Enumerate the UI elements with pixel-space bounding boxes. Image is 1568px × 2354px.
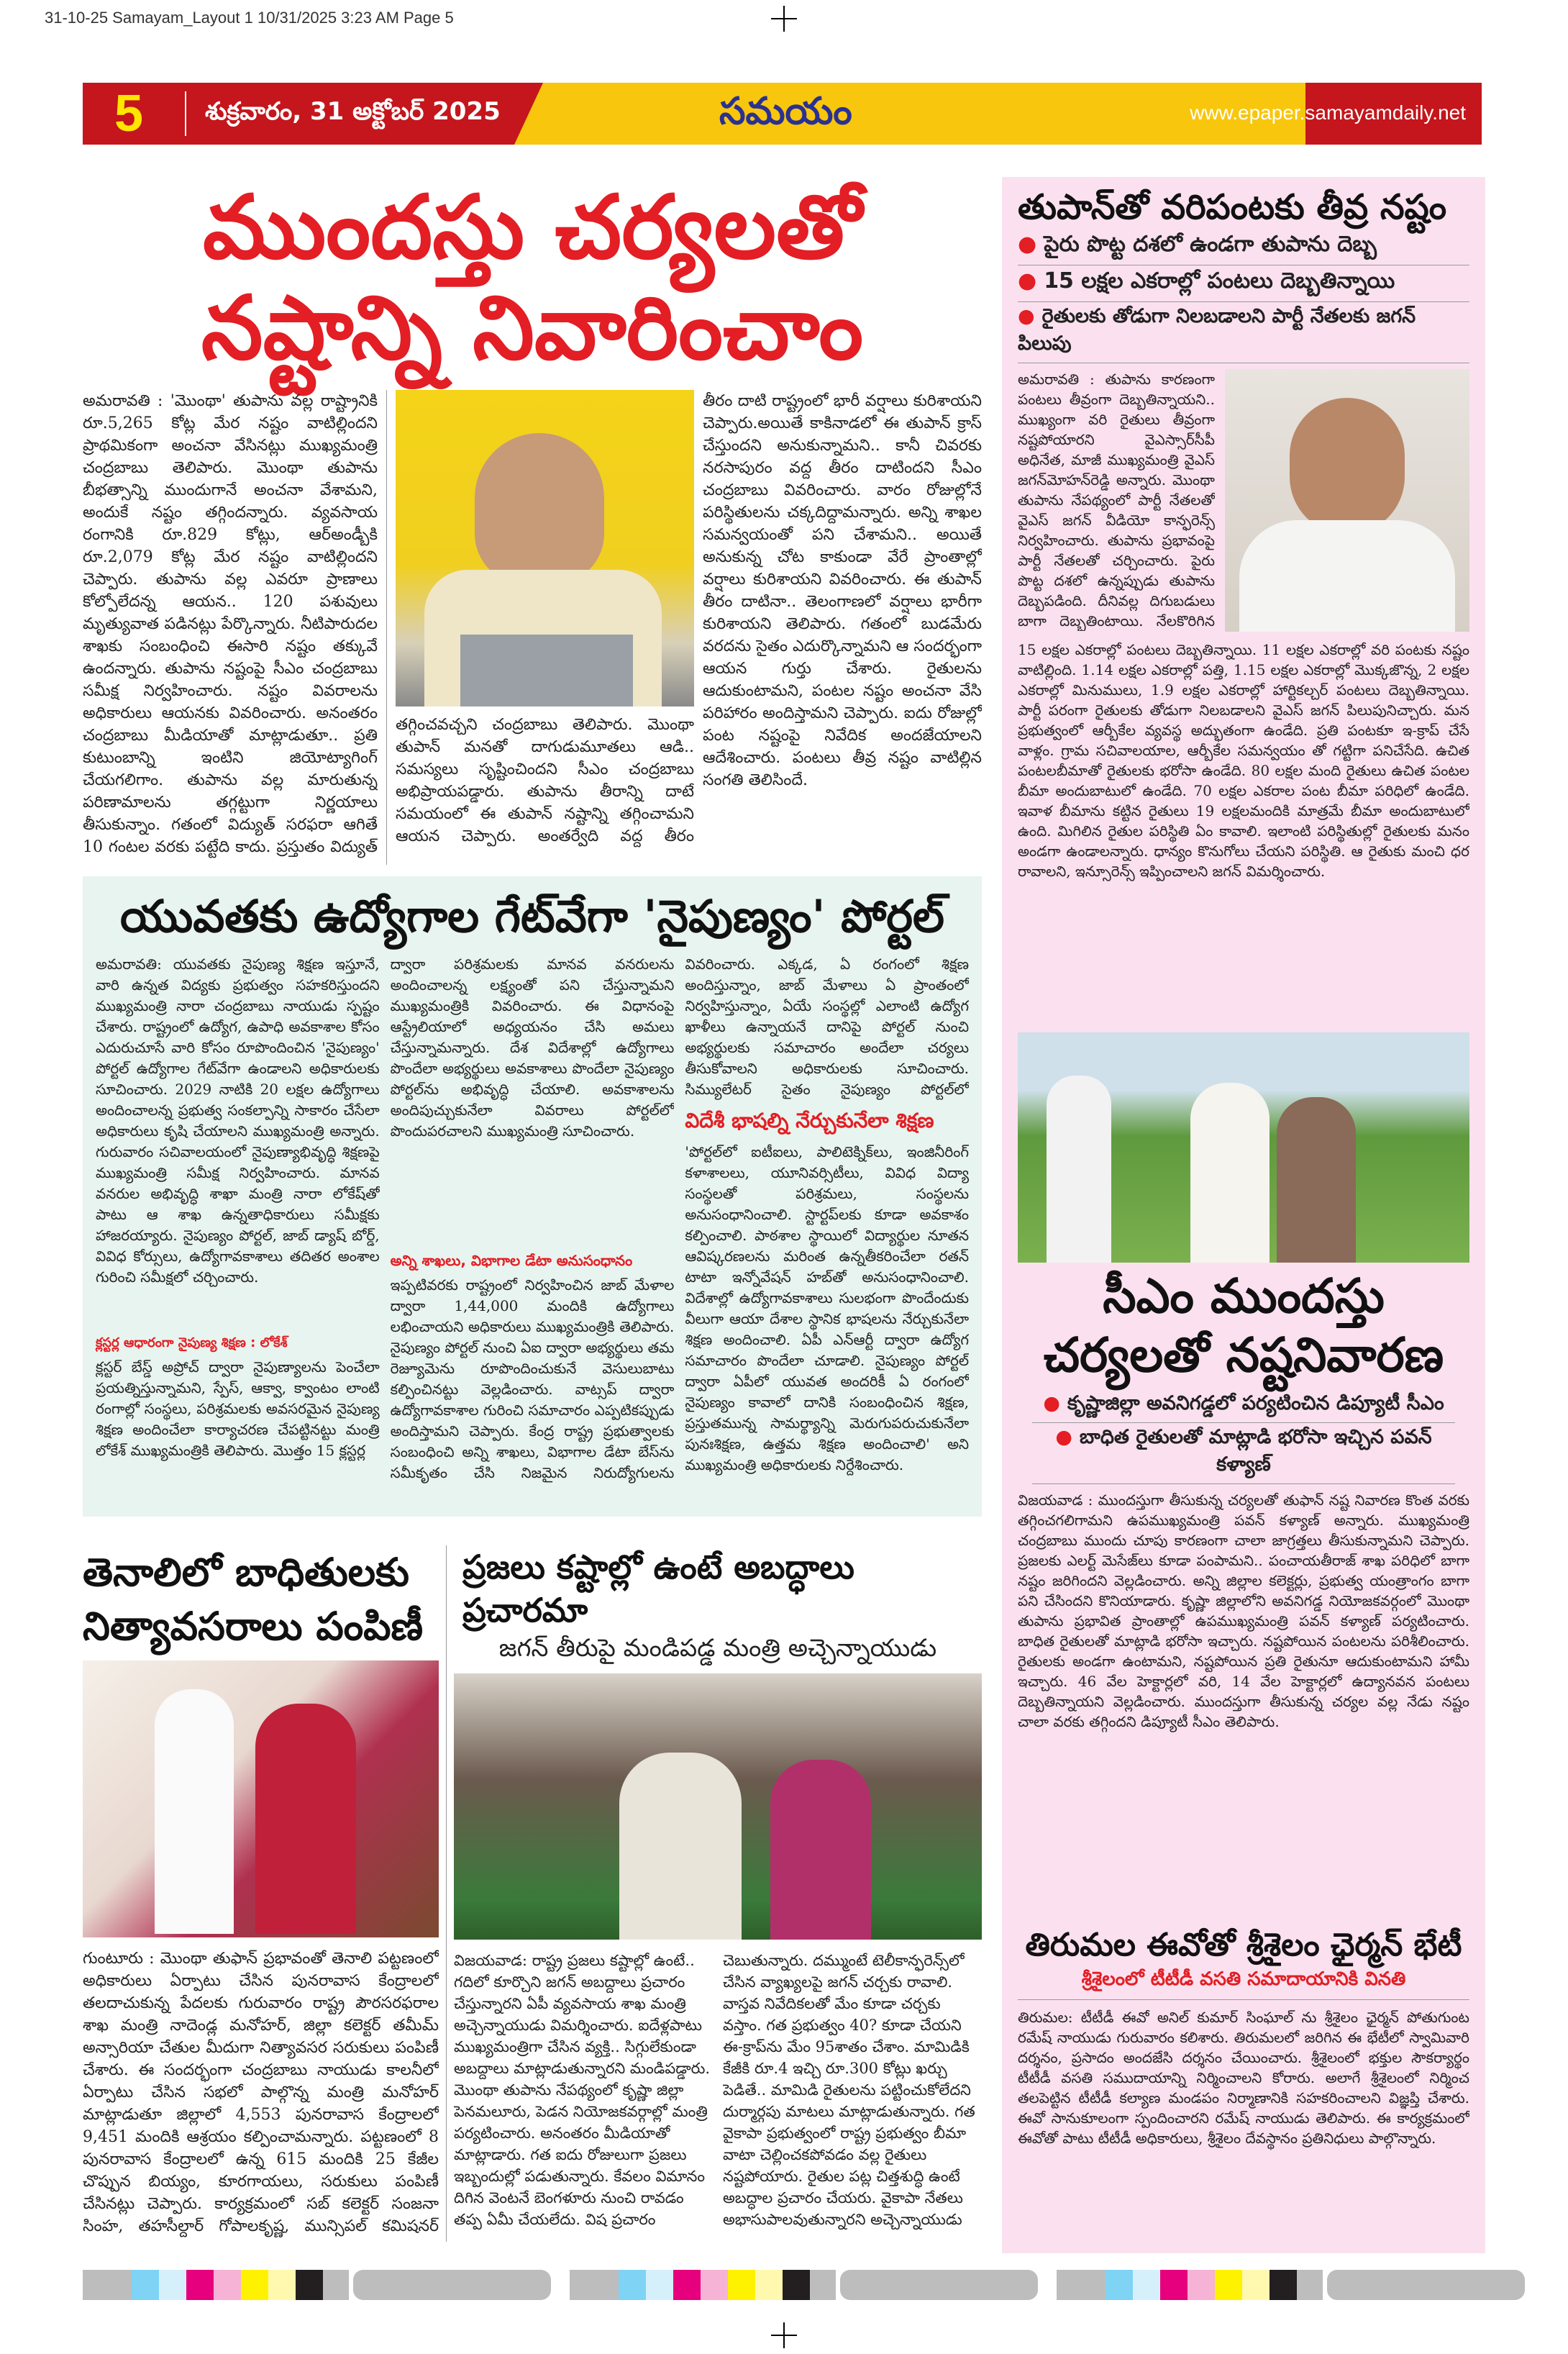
color-swatch bbox=[728, 2270, 755, 2300]
deputy-body: విజయవాడ : ముందస్తుగా తీసుకున్న చర్యలతో తుఫాన్ నష్ట నివారణ కొంత వరకు తగ్గించగలిగామని ఉపముఖ్యమంత్రి పవన్ కళ్యాణ్ అన్నారు. ముఖ్యమంత్రి చంద్రబాబు ముందు చూపు కారణంగా చాలా జాగ్రత్తలు తీసుకున్నామని చెప్పారు. ప్రజలకు ఎలర్ట్ మెసేజ్‌లు కూడా పంపామని.. పంచాయతీరాజ్ శాఖ పరిధిలో బాగా నష్టం జరిగిందని వెల్లడించారు. అన్ని జిల్లాల కలెక్టర్లు, ప్రభుత్వ యంత్రాంగం బాగా పని చేసిందని కొనియాడారు. కృష్ణా జిల్లాలోని అవనిగడ్డ నియోజకవర్గంలో మొంథా తుపాను ప్రభావిత ప్రాంతాల్లో ఉపముఖ్యమంత్రి పవన్ కళ్యాణ్ పర్యటించారు. బాధిత రైతులతో మాట్లాడి భరోసా ఇచ్చారు. నష్టపోయిన పంటలను పరిశీలించారు. రైతులకు అండగా ఉంటామని, నష్టపోయిన ప్రతి రైతునూ ఆదుకుంటామని హామీ ఇచ్చారు. 46 వేల హెక్టార్లలో వరి, 14 వేల హెక్టార్లలో ఉద్యానవన పంటలు దెబ్బతిన్నాయని వెల్లడించారు. ముందస్తుగా తీసుకున్న చర్యల వల్ల నేడు నష్టం చాలా వరకు తగ్గిందని డిప్యూటీ సీఎం తెలిపారు. bbox=[1018, 1491, 1469, 1730]
registration-mark bbox=[771, 18, 797, 19]
newspaper-logo: సమయం bbox=[719, 90, 852, 133]
skills-col3 bbox=[685, 954, 969, 1504]
person-figure bbox=[770, 1760, 871, 1940]
main-headline bbox=[83, 177, 982, 378]
person-figure bbox=[255, 1704, 356, 1934]
skills-col2-text: ద్వారా పరిశ్రమలకు మానవ వనరులను అందించాలన్న లక్ష్యంతో పని చేస్తున్నామని ముఖ్యమంత్రికి వివరించారు. ఈ విధానంపై ఆస్ట్రేలియాలో అధ్యయనం చేసి అమలు చేస్తున్నామన్నారు. దేశ విదేశాల్లో ఉద్యోగాలు పొందేలా అభ్యర్థులు అవకాశాలు పొందేలా నైపుణ్యం పోర్టల్‌ను అభివృద్ధి చేయాలి. అవకాశాలను అందిపుచ్చుకునేలా వివరాలు పోర్టల్‌లో పొందుపరచాలని ముఖ్యమంత్రి సూచించారు. bbox=[390, 955, 675, 1140]
bullet-item bbox=[1018, 229, 1469, 265]
person-figure bbox=[1277, 1097, 1356, 1263]
color-swatch bbox=[570, 2270, 619, 2300]
color-swatch bbox=[1188, 2270, 1215, 2300]
skills-col2b-text: ఇప్పటివరకు రాష్ట్రంలో నిర్వహించిన జాబ్ మేళాల ద్వారా 1,44,000 మందికి ఉద్యోగాలు లభించాయని అధికారులు ముఖ్యమంత్రికి తెలిపారు. నైపుణ్యం పోర్టల్ నుంచి ఏఐ ద్వారా అభ్యర్థులు తమ రెజ్యూమెను రూపొందించుకునే వెసులుబాటు కల్పించినట్టు వెల్లడించారు. వాట్సప్ ద్వారా ఉద్యోగావకాశాల గురించి సమాచారం ఎప్పటికప్పుడు అందిస్తామని చెప్పారు. కేంద్ర రాష్ట్ర ప్రభుత్వాలకు సంబంధించి అన్ని శాఖలు, విభాగాల డేటా బేస్‌ను సమీకృతం చేసి నిజమైన నిరుద్యోగులను bbox=[390, 1276, 675, 1481]
color-swatch bbox=[810, 2270, 836, 2300]
gray-bar bbox=[353, 2270, 551, 2300]
praja-subheadline: జగన్ తీరుపై మండిపడ్డ మంత్రి అచ్చెన్నాయుడు bbox=[498, 1634, 937, 1663]
color-swatch bbox=[1057, 2270, 1106, 2300]
cyclone-body-wide: 15 లక్షల ఎకరాల్లో పంటలు దెబ్బతిన్నాయి. 11 లక్షల ఎకరాల్లో వరి పంటకు నష్టం వాటిల్లింది. 1.14 లక్షల ఎకరాల్లో పత్తి, 1.15 లక్షల ఎకరాల్లో మొక్కజొన్న, 2 లక్షల ఎకరాల్లో మినుములు, 1.9 లక్షల ఎకరాల్లో హార్టికల్చర్ పంటలు దెబ్బతిన్నాయి. పార్టీ పరంగా రైతులకు తోడుగా నిలబడాలని వైఎస్ జగన్ పిలుపునిచ్చారు. మన ప్రభుత్వంలో ఆర్బీకేల వ్యవస్థ అద్భుతంగా ఉండేది. ప్రతి పంటకూ ఇ-క్రాప్ చేసే వాళ్లం. గ్రామ సచివాలయాల, ఆర్బీకేల సమన్వయం తో గట్టిగా పనిచేసేది. ఉచిత పంటలబీమాతో రైతులకు భరోసా ఉండేది. 80 లక్షల మంది రైతులు ఉచిత పంటల బీమా అందుబాటులో ఉండేది. 70 లక్షల ఎకరాల పంట బీమా పరిధిలో ఉండేది. ఇవాళ బీమాను కట్టిన రైతులు 19 లక్షలమందికి మాత్రమే బీమా అందుబాటులో ఉంది. మిగిలిన రైతుల పరిస్థితి ఏం కావాలి. ఇలాంటి పరిస్థితుల్లో రైతులకు మనం అండగా ఉండాలన్నారు. ధాన్యం కొనుగోలు చేయని పరిస్థితి. ఆ రైతుకు మంచి ధర రావాలని, ఇన్సూరెన్స్ ఇప్పించాలని జగన్ విమర్శించారు. bbox=[1018, 641, 1469, 880]
epaper-link[interactable]: www.epaper.samayamdaily.net bbox=[1190, 101, 1466, 124]
main-story-col3: తీరం దాటి రాష్ట్రంలో భారీ వర్షాలు కురిశాయని చెప్పారు.అయితే కాకినాడలో ఈ తుపాన్ క్రాస్ చేస్తుందని అనుకున్నామని.. కానీ చివరకు నరసాపురం వద్ద తీరం దాటిందని సీఎం చంద్రబాబు వివరించారు. వారం రోజుల్లోనే పరిస్థితులను చక్కదిద్దామన్నారు. అన్ని శాఖల సమన్వయంతో పని చేశామని.. అయితే అనుకున్న చోట కాకుండా వేరే ప్రాంతాల్లో వర్షాలు కురిశాయని వివరించారు. ఈ తుపాన్ తీరం దాటినా.. తెలంగాణలో వర్షాలు భారీగా కురిశాయని తెలిపారు. గతంలో బుడమేరు వరదను సైతం ఎదుర్కొన్నామని ఆ సందర్భంగా ఆయన గుర్తు చేశారు. రైతులను ఆదుకుంటామని, పంటల నష్టం అంచనా వేసి పరిహారం అందిస్తామని చెప్పారు. ఐదు రోజుల్లో పంట నష్టంపై నివేదిక అందజేయాలని ఆదేశించారు. పంటలు తీవ్ర నష్టం వాటిల్లిన సంగతి తెలిసిందే. bbox=[703, 392, 982, 789]
person-figure bbox=[1047, 1076, 1111, 1263]
gray-bar bbox=[1327, 2270, 1525, 2300]
praja-col2: చెబుతున్నారు. దమ్ముంటే టెలీకాన్ఫరెన్స్‌లో చేసిన వ్యాఖ్యలపై జగన్ చర్చకు రావాలి. వాస్తవ నివేదికలతో మేం కూడా చర్చకు వస్తాం. గత ప్రభుత్వం 40? కూడా చేయని ఈ-క్రాప్‌ను మేం 95శాతం చేశాం. మామిడికి కేజీకి రూ.4 ఇచ్చి రూ.300 కోట్లు ఖర్చు పెడితే.. మామిడి రైతులను పట్టించుకోలేదని దుర్మార్గపు మాటలు మాట్లాడుతున్నారు. గత వైకాపా ప్రభుత్వంలో రాష్ట్ర ప్రభుత్వం బీమా వాటా చెల్లించకపోవడం వల్ల రైతులు నష్టపోయారు. రైతుల పట్ల చిత్తశుద్ధి ఉంటే అబద్ధాల ప్రచారం చేయరు. వైకాపా నేతలు అభాసుపాలవుతున్నారని అచ్చెన్నాయుడు bbox=[723, 1952, 975, 2228]
main-story-col3-wrap bbox=[703, 390, 982, 865]
skills-col3b-text: 'పోర్టల్‌లో ఐటీఐలు, పాలిటెక్నిక్‌లు, ఇంజినీరింగ్ కళాశాలలు, యూనివర్సిటీలు, వివిధ విద్యా సంస్థలతో పరిశ్రమలు, సంస్థలను అనుసంధానించాలి. స్టార్టప్‌లకు కూడా అవకాశం కల్పించాలి. పాఠశాల స్థాయిలో విద్యార్థుల నూతన ఆవిష్కరణలను మరింత ఉన్నతీకరించేలా రతన్ టాటా ఇన్నోవేషన్ హబ్‌తో అనుసంధానించాలి. విదేశాల్లో ఉద్యోగావకాశాలు సులభంగా పొందేందుకు వీలుగా ఆయా దేశాల స్థానిక భాషలను నేర్చుకునేలా శిక్షణ అందించాలి. ఏపీ ఎన్ఆర్టీ ద్వారా ఉద్యోగ సమాచారం పొందేలా చూడాలి. నైపుణ్యం పోర్టల్ ద్వారా ఏపీలో యువత అందరికీ ఏ రంగంలో నైపుణ్యం కావాలో దానికి సంబంధించిన శిక్షణ, ప్రస్తుతమున్న సామర్థ్యాన్ని మెరుగుపరుచుకునేలా పునఃశిక్షణ, ఉత్తమ శిక్షణ అందించాలి' అని ముఖ్యమంత్రి అధికారులకు నిర్దేశించారు. bbox=[685, 1143, 970, 1473]
skills-story-box bbox=[83, 876, 982, 1517]
main-story-col2-wrap bbox=[396, 390, 694, 865]
color-bar-group bbox=[570, 2270, 1038, 2300]
skills-col1-text: అమరావతి: యువతకు నైపుణ్య శిక్షణ ఇస్తూనే, వారి ఉన్నత విద్యకు ప్రభుత్వం సహకరిస్తుందని ముఖ్యమంత్రి నారా చంద్రబాబు నాయుడు స్పష్టం చేశారు. రాష్ట్రంలో ఉద్యోగ, ఉపాధి అవకాశాల కోసం ఎదురుచూసే వారి కోసం రూపొందించిన 'నైపుణ్యం' పోర్టల్ ఉద్యోగాల గేట్‌వేగా ఉండాలని అధికారులకు సూచించారు. 2029 నాటికి 20 లక్షల ఉద్యోగాలు అందించాలన్న ప్రభుత్వ సంకల్పాన్ని సాకారం చేసేలా అధికారులు కృషి చేయాలని ముఖ్యమంత్రి అన్నారు. గురువారం సచివాలయంలో నైపుణ్యాభివృద్ధి శిక్షణపై ముఖ్యమంత్రి సమీక్ష నిర్వహించారు. మానవ వనరుల అభివృద్ధి శాఖా మంత్రి నారా లోకేష్‌తో పాటు ఆ శాఖ ఉన్నతాధికారులు సమీక్షకు హాజరయ్యారు. నైపుణ్యం పోర్టల్, జాబ్ డ్యాష్ బోర్డ్, వివిధ కోర్సులు, ఉద్యోగావకాశాలు తదితర అంశాల గురించి సమీక్షలో చర్చించారు. bbox=[96, 955, 380, 1286]
color-bar-group bbox=[1057, 2270, 1525, 2300]
skills-columns bbox=[96, 954, 969, 1504]
tirumala-headline: తిరుమల ఈవోతో శ్రీశైలం ఛైర్మన్ భేటీ bbox=[1025, 1927, 1462, 1963]
main-story bbox=[83, 390, 982, 865]
bullet-dot-icon: ● bbox=[1018, 268, 1037, 294]
cm-press-photo bbox=[396, 390, 694, 706]
color-swatch bbox=[646, 2270, 673, 2300]
left-area bbox=[83, 177, 982, 2242]
page-number: 5 bbox=[114, 85, 144, 142]
main-story-col2: తగ్గించవచ్చని చంద్రబాబు తెలిపారు. మొంథా తుపాన్ మనతో దాగుడుమూతలు ఆడి.. సమస్యలు సృష్టించిందని సీఎం చంద్రబాబు అభిప్రాయపడ్డారు. తుపాను తీరాన్ని దాటే సమయంలో ఈ తుపాన్ నష్టాన్ని తగ్గించామని ఆయన చెప్పారు. అంతర్వేది వద్ద తీరం bbox=[396, 716, 694, 845]
person-figure bbox=[1190, 1083, 1270, 1263]
bullet-text: కృష్ణాజిల్లా అవనిగడ్డలో పర్యటించిన డిప్యూటీ సీఎం bbox=[1067, 1392, 1444, 1414]
color-swatch bbox=[1160, 2270, 1188, 2300]
lectern bbox=[460, 635, 633, 706]
issue-date: శుక్రవారం, 31 అక్టోబర్ 2025 bbox=[205, 97, 501, 126]
divider bbox=[185, 91, 186, 136]
main-story-col1-wrap bbox=[83, 390, 378, 865]
bullet-dot-icon: ● bbox=[1018, 232, 1037, 257]
bullet-dot-icon: ● bbox=[1055, 1426, 1072, 1448]
color-swatch bbox=[296, 2270, 323, 2300]
cyclone-headline: తుపాన్‌తో వరిపంటకు తీవ్ర నష్టం bbox=[1018, 187, 1447, 227]
main-story-col1: అమరావతి : 'మొంథా' తుపాను వల్ల రాష్ట్రానికి రూ.5,265 కోట్ల మేర నష్టం వాటిల్లిందని ప్రాథమికంగా అంచనా వేసినట్లు ముఖ్యమంత్రి చంద్రబాబు తెలిపారు. మొంథా తుపాను బీభత్సాన్ని ముందుగానే అంచనా వేశామని, అందుకే నష్టం తగ్గిందన్నారు. వ్యవసాయ రంగానికి రూ.829 కోట్లు, ఆర్అండ్బీకి రూ.2,079 కోట్ల మేర నష్టం వాటిల్లిందని చెప్పారు. తుపాను వల్ల ఎవరూ ప్రాణాలు కోల్పోలేదన్న ఆయన.. 120 పశువులు మృత్యువాత పడినట్లు పేర్కొన్నారు. నీటిపారుదల శాఖకు సంబంధించి ఈసారి నష్టం తక్కువే ఉందన్నారు. తుపాను నష్టంపై సీఎం చంద్రబాబు సమీక్ష నిర్వహించారు. నష్టం వివరాలను అధికారులు ఆయనకు వివరించారు. అనంతరం చంద్రబాబు మీడియాతో మాట్లాడుతూ.. ప్రతి కుటుంబాన్ని ఇంటిని జియోట్యాగింగ్ చేయగలిగాం. తుపాను వల్ల మారుతున్న పరిణామాలను తగ్గట్టుగా నిర్ణయాలు తీసుకున్నాం. గతంలో విద్యుత్ సరఫరా ఆగితే 10 గంటల వరకు పట్టేది కాదు. ప్రస్తుతం విద్యుత్ bbox=[83, 392, 378, 856]
praja-col1: విజయవాడ: రాష్ట్ర ప్రజలు కష్టాల్లో ఉంటే.. గదిలో కూర్చొని జగన్ అబద్దాలు ప్రచారం చేస్తున్నారని ఏపీ వ్యవసాయ శాఖ మంత్రి అచ్చెన్నాయుడు విమర్శించారు. ఐదేళ్లపాటు ముఖ్యమంత్రిగా చేసిన వ్యక్తి.. సిగ్గులేకుండా అబద్దాలు మాట్లాడుతున్నారని మండిపడ్డారు. మొంథా తుపాను నేపథ్యంలో కృష్ణా జిల్లా పెనమలూరు, పెడన నియోజకవర్గాల్లో మంత్రి పర్యటించారు. అనంతరం మీడియాతో మాట్లాడారు. గత ఐదు రోజులుగా ప్రజలు ఇబ్బందుల్లో పడుతున్నారు. కేవలం విమానం దిగిన వెంటనే బెంగళూరు నుంచి రావడం తప్ప ఏమీ చేయలేదు. విష ప్రచారం bbox=[454, 1952, 711, 2228]
bullet-dot-icon: ● bbox=[1043, 1392, 1060, 1414]
bottom-row bbox=[83, 1545, 982, 2242]
person-figure bbox=[1239, 520, 1455, 632]
skills-subhead: విదేశీ భాషల్ని నేర్చుకునేలా శిక్షణ bbox=[685, 1109, 934, 1132]
color-swatch bbox=[159, 2270, 186, 2300]
color-swatch bbox=[268, 2270, 296, 2300]
headline-line: నిత్యావసరాలు పంపిణీ bbox=[83, 1604, 424, 1649]
headline-line: తెనాలిలో బాధితులకు bbox=[83, 1550, 409, 1595]
cyclone-body-narrow: అమరావతి : తుపాను కారణంగా పంటలు తీవ్రంగా దెబ్బతిన్నాయని.. ముఖ్యంగా వరి రైతులు తీవ్రంగా నష్టపోయారని వైఎస్సార్‌సీపీ అధినేత, మాజీ ముఖ్యమంత్రి వైఎస్ జగన్‌మోహన్‌రెడ్డి అన్నారు. మొంథా తుపాను నేపథ్యంలో పార్టీ నేతలతో వైఎస్ జగన్ వీడియో కాన్ఫరెన్స్ నిర్వహించారు. తుపాను ప్రభావంపై పార్టీ నేతలతో చర్చించారు. పైరు పొట్ట దశలో ఉన్నప్పుడు తుపాను దెబ్బపడింది. దీనివల్ల దిగుబడులు బాగా దెబ్బతింటాయి. నేలకొరిగిన bbox=[1018, 371, 1215, 630]
headline-line: సీఎం ముందస్తు bbox=[1103, 1268, 1385, 1324]
skills-col3-text: వివరించారు. ఎక్కడ, ఏ రంగంలో శిక్షణ అందిస్తున్నాం, జాబ్ మేళాలు ఏ ప్రాంతంలో నిర్వహిస్తున్నాం, ఏయే సంస్థల్లో ఎలాంటి ఉద్యోగ ఖాళీలు ఉన్నాయనే దానిపై పోర్టల్ నుంచి అభ్యర్థులకు సమాచారం అందేలా చర్యలు తీసుకోవాలని అధికారులకు సూచించారు. సిమ్యులేటర్ సైతం నైపుణ్యం పోర్టల్‌లో bbox=[685, 955, 970, 1098]
deputy-headline bbox=[1018, 1267, 1469, 1385]
bullet-text: రైతులకు తోడుగా నిలబడాలని పార్టీ నేతలకు జగన్ పిలుపు bbox=[1018, 305, 1416, 355]
deputy-bullets bbox=[1032, 1389, 1455, 1484]
color-swatch bbox=[241, 2270, 268, 2300]
cyclone-bullets bbox=[1018, 229, 1469, 363]
bullet-text: 15 లక్షల ఎకరాల్లో పంటలు దెబ్బతిన్నాయి bbox=[1044, 268, 1395, 294]
bullet-text: బాధిత రైతులతో మాట్లాడి భరోసా ఇచ్చిన పవన్ కళ్యాణ్ bbox=[1079, 1426, 1432, 1476]
bullet-item bbox=[1032, 1389, 1455, 1423]
praja-col2-wrap bbox=[723, 1950, 982, 2242]
skills-col1 bbox=[96, 954, 380, 1504]
registration-mark bbox=[771, 2335, 797, 2336]
color-swatch bbox=[1133, 2270, 1160, 2300]
headline-line: ముందస్తు చర్యలతో bbox=[202, 176, 862, 278]
bullet-dot-icon: ● bbox=[1018, 305, 1035, 327]
color-swatch bbox=[323, 2270, 349, 2300]
person-figure bbox=[475, 433, 604, 584]
skills-headline: యువతకు ఉద్యోగాల గేట్‌వేగా 'నైపుణ్యం' పోర్టల్ bbox=[120, 890, 944, 942]
color-swatch bbox=[1215, 2270, 1242, 2300]
headline-line: నష్టాన్ని నివారించాం bbox=[201, 277, 864, 379]
praja-story bbox=[454, 1545, 982, 2242]
tenali-headline bbox=[83, 1545, 439, 1653]
skills-subhead: అన్ని శాఖలు, విభాగాల డేటా అనుసంధానం bbox=[390, 1252, 633, 1269]
tenali-body: గుంటూరు : మొంథా తుఫాన్ ప్రభావంతో తెనాలి పట్టణంలో అధికారులు ఏర్పాటు చేసిన పునరావాస కేంద్రాలలో తలదాచుకున్న పేదలకు గురువారం రాష్ట్ర పౌరసరఫరాల శాఖ మంత్రి నాదెండ్ల మనోహర్, జిల్లా కలెక్టర్ తమీమ్ అన్సారియా చేతుల మీదుగా నిత్యావసర సరుకులు పంపిణీ చేశారు. ఈ సందర్భంగా చంద్రబాబు నాయుడు కాలనీలో ఏర్పాటు చేసిన సభలో పాల్గొన్న మంత్రి మనోహర్ మాట్లాడుతూ జిల్లాలో 4,553 పునరావాస కేంద్రాలలో 9,451 మందికి ఆశ్రయం కల్పించామన్నారు. పట్టణంలో 8 పునరావాస కేంద్రాలలో ఉన్న 615 మందికి 25 కేజీల చొప్పున బియ్యం, కూరగాయలు, సరుకులు పంపిణీ చేసినట్లు చెప్పారు. కార్యక్రమంలో సబ్ కలెక్టర్ సంజనా సింహ, తహసీల్దార్ గోపాలకృష్ణ, మున్సిపల్ కమిషనర్ bbox=[83, 1950, 439, 2235]
color-swatch bbox=[673, 2270, 701, 2300]
print-slug: 31-10-25 Samayam_Layout 1 10/31/2025 3:23 AM Page 5 bbox=[45, 9, 454, 27]
color-swatch bbox=[132, 2270, 159, 2300]
cyclone-body-narrow-wrap bbox=[1018, 369, 1215, 635]
color-swatch bbox=[619, 2270, 646, 2300]
color-swatch bbox=[783, 2270, 810, 2300]
color-swatch bbox=[1297, 2270, 1323, 2300]
deputy-cm-field-photo bbox=[1018, 1032, 1469, 1263]
praja-col1-wrap bbox=[454, 1950, 713, 2242]
color-swatch bbox=[701, 2270, 728, 2300]
person-figure bbox=[619, 1753, 742, 1940]
column-rule bbox=[386, 390, 387, 865]
person-figure bbox=[1290, 398, 1405, 535]
cyclone-top-row bbox=[1018, 369, 1469, 635]
skills-col1b-text: క్లస్టర్ బేస్డ్ అప్రోచ్ ద్వారా నైపుణ్యాలను పెంచేలా ప్రయత్నిస్తున్నామని, స్పేస్, ఆక్వా, క్వాంటం లాంటి రంగాల్లో సంస్థలు, పరిశ్రమలకు అవసరమైన నైపుణ్య శిక్షణ అందించేలా కార్యాచరణ చేపట్టినట్టు మంత్రి లోకేశ్ ముఖ్యమంత్రికి తెలిపారు. మొత్తం 15 క్లస్టర్ల bbox=[96, 1358, 380, 1459]
color-swatch bbox=[83, 2270, 132, 2300]
color-swatch bbox=[755, 2270, 783, 2300]
jagan-photo bbox=[1225, 369, 1469, 632]
gray-bar bbox=[840, 2270, 1038, 2300]
masthead bbox=[83, 83, 1482, 145]
tenali-relief-photo bbox=[83, 1660, 439, 1937]
praja-columns bbox=[454, 1950, 982, 2242]
bullet-item bbox=[1018, 265, 1469, 302]
tirumala-body: తిరుమల: టీటీడీ ఈవో అనిల్ కుమార్ సింఘాల్ ను శ్రీశైలం ఛైర్మన్ పోతుగుంట రమేష్ నాయుడు గురువారం కలిశారు. తిరుమలలో జరిగిన ఈ భేటీలో స్వామివారి దర్శనం, ప్రసాదం అందజేసి దర్శనం చేయించారు. శ్రీశైలంలో భక్తుల సౌకర్యార్థం టీటీడీ వసతి సముదాయాన్ని నిర్మించాలని కోరారు. అలాగే శ్రీశైలంలో నిర్మించ తలపెట్టిన టీటీడీ కల్యాణ మండపం నిర్మాణానికి సహకరించాలని విజ్ఞప్తి చేశారు. ఈవో సానుకూలంగా స్పందించారని రమేష్ నాయుడు తెలిపారు. ఈ కార్యక్రమంలో ఈవోతో పాటు టీటీడీ అధికారులు, శ్రీశైలం దేవస్థానం ప్రతినిధులు పాల్గొన్నారు. bbox=[1018, 2009, 1469, 2147]
tenali-story bbox=[83, 1545, 439, 2242]
color-swatch bbox=[214, 2270, 241, 2300]
bullet-text: పైరు పొట్ట దశలో ఉండగా తుపాను దెబ్బ bbox=[1044, 232, 1377, 257]
color-swatch bbox=[1242, 2270, 1270, 2300]
skills-col2 bbox=[391, 954, 675, 1504]
color-bar-group bbox=[83, 2270, 551, 2300]
color-swatch bbox=[1270, 2270, 1297, 2300]
praja-headline: ప్రజలు కష్టాల్లో ఉంటే అబద్ధాలు ప్రచారమా bbox=[462, 1548, 854, 1630]
masthead-yellow-band bbox=[514, 83, 1305, 145]
bullet-item bbox=[1018, 302, 1469, 363]
color-swatch bbox=[186, 2270, 214, 2300]
headline-line: చర్యలతో నష్టనివారణ bbox=[1043, 1327, 1444, 1383]
color-registration-bars bbox=[83, 2270, 1544, 2300]
tirumala-subheadline: శ్రీశైలంలో టీటీడీ వసతి సమాదాయానికి వినతి bbox=[1018, 1966, 1469, 2000]
column-rule bbox=[446, 1545, 447, 2242]
skills-subhead: క్లస్టర్ల ఆధారంగా నైపుణ్య శిక్షణ : లోకేశ్ bbox=[96, 1335, 288, 1350]
color-swatch bbox=[1106, 2270, 1133, 2300]
right-column-box bbox=[1002, 177, 1485, 2253]
minister-field-photo bbox=[454, 1673, 982, 1940]
person-figure bbox=[155, 1689, 234, 1934]
bullet-item bbox=[1032, 1423, 1455, 1484]
